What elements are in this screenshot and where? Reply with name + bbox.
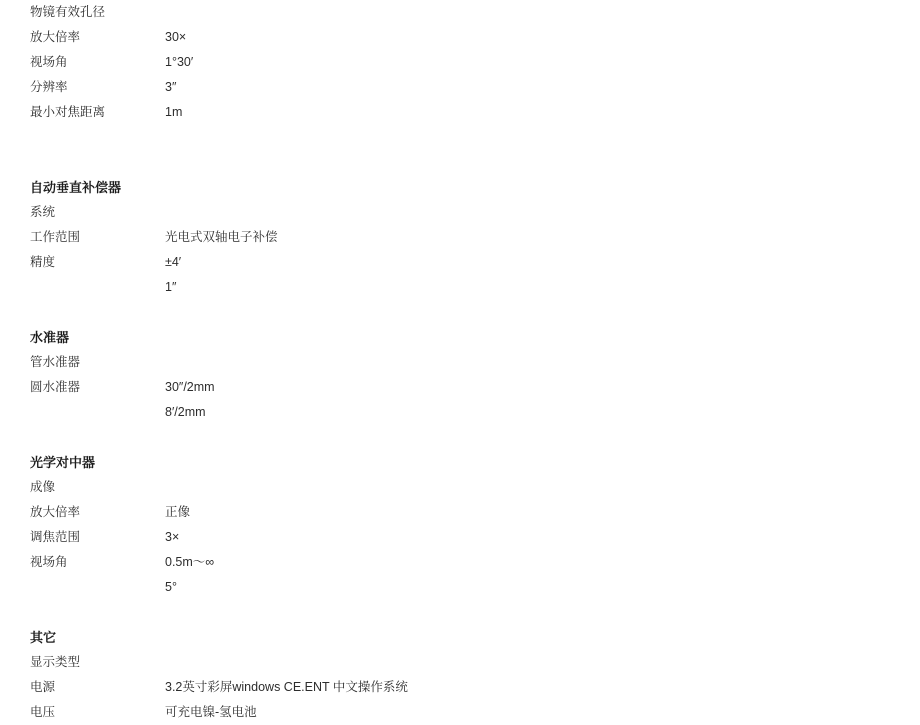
spec-value: 1m (165, 105, 183, 119)
spec-row (0, 650, 920, 675)
spec-row (0, 500, 920, 525)
spec-value: 3.2英寸彩屏windows CE.ENT 中文操作系统 (165, 680, 408, 694)
section-heading-label: 光学对中器 (30, 455, 96, 470)
spec-label: 物镜有效孔径 (30, 5, 106, 19)
spec-row (0, 525, 920, 550)
section-spacer (0, 150, 920, 175)
spec-value: 3× (165, 530, 180, 544)
spec-value: 30″/2mm (165, 380, 215, 394)
spec-row (0, 200, 920, 225)
spec-section-heading (0, 450, 920, 475)
spec-row (0, 25, 920, 50)
spec-section-heading (0, 175, 920, 200)
section-spacer (0, 125, 920, 150)
spec-section-heading (0, 325, 920, 350)
spec-row (0, 675, 920, 700)
spec-label: 电源 (30, 680, 56, 694)
spec-value: 30× (165, 30, 187, 44)
spec-row (0, 75, 920, 100)
spec-label: 成像 (30, 480, 56, 494)
spec-section-others (0, 625, 920, 725)
spec-value: 3″ (165, 80, 177, 94)
spec-row (0, 250, 920, 275)
spec-value: 正像 (165, 505, 191, 519)
spec-row (0, 0, 920, 25)
spec-row (0, 550, 920, 575)
spec-label: 分辨率 (30, 80, 68, 94)
spec-section-levels (0, 325, 920, 425)
spec-section-optical-plummet (0, 450, 920, 600)
section-spacer (0, 425, 920, 450)
spec-label: 调焦范围 (30, 530, 81, 544)
spec-section-telescope (0, 0, 920, 125)
spec-row (0, 400, 920, 425)
spec-row (0, 50, 920, 75)
spec-label: 放大倍率 (30, 505, 81, 519)
section-heading-label: 水准器 (30, 330, 70, 345)
spec-value: 0.5m～∞ (165, 555, 215, 569)
spec-value: 5° (165, 580, 177, 594)
spec-label: 视场角 (30, 555, 68, 569)
section-spacer (0, 600, 920, 625)
spec-label: 显示类型 (30, 655, 81, 669)
spec-value: 1″ (165, 280, 177, 294)
spec-label: 圆水准器 (30, 380, 81, 394)
section-heading-label: 其它 (30, 630, 57, 645)
spec-row (0, 100, 920, 125)
spec-section-heading (0, 625, 920, 650)
spec-label: 视场角 (30, 55, 68, 69)
spec-row (0, 375, 920, 400)
spec-row (0, 225, 920, 250)
spec-label: 工作范围 (30, 230, 81, 244)
spec-section-compensator (0, 175, 920, 300)
spec-label: 系统 (30, 205, 56, 219)
spec-value: 可充电镍-氢电池 (165, 705, 257, 719)
spec-label: 管水准器 (30, 355, 81, 369)
spec-value: 光电式双轴电子补偿 (165, 230, 278, 244)
spec-row (0, 475, 920, 500)
spec-label: 精度 (30, 255, 56, 269)
spec-row (0, 575, 920, 600)
spec-value: ±4′ (165, 255, 182, 269)
section-heading-label: 自动垂直补偿器 (30, 180, 122, 195)
spec-label: 电压 (30, 705, 56, 719)
spec-value: 1°30′ (165, 55, 194, 69)
spec-label: 放大倍率 (30, 30, 81, 44)
spec-label: 最小对焦距离 (30, 105, 106, 119)
spec-row (0, 700, 920, 725)
section-spacer (0, 300, 920, 325)
spec-row (0, 350, 920, 375)
spec-row (0, 275, 920, 300)
spec-value: 8′/2mm (165, 405, 206, 419)
